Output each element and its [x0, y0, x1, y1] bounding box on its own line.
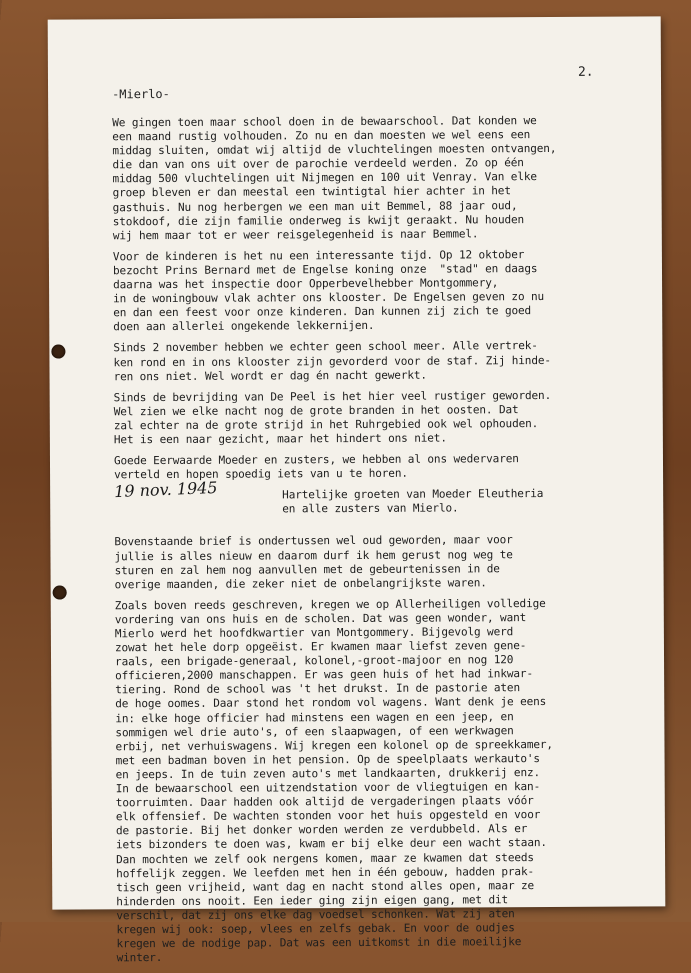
text-line: Wel zien we elke nacht nog de grote branden in het oosten. Dat: [113, 402, 519, 419]
text-line: die dan van ons uit over de parochie verdeeld werden. Zo op één: [112, 156, 524, 172]
text-line: gasthuis. Nu nog herbergen we een man uit Bemmel, 88 jaar oud,: [112, 198, 518, 214]
text-line: toorruimten. Daar hadden ook altijd de vergaderingen plaats vóór: [115, 794, 534, 810]
text-line: middag 500 vluchtelingen uit Nijmegen en 100 uit Venray. Van elke: [112, 170, 537, 186]
letter-body: [112, 113, 656, 972]
text-line: raals, een brigade-generaal, kolonel,-groot-majoor en nog 120: [115, 653, 514, 669]
text-line: Sinds 2 november hebben we echter geen school meer. Alle vertrek-: [113, 339, 538, 355]
text-line: sommigen wel drie auto's, of een slaapwagen, of een werkwagen: [115, 723, 514, 739]
text-line: en jeeps. In de tuin zeven auto's met landkaarten, drukkerij enz.: [115, 765, 541, 782]
text-line: Mierlo werd het hoofdkwartier van Montgommery. Bijgevolg werd: [114, 625, 514, 641]
text-line: de hoge oomes. Daar stond het rondom vol wagens. Want denk je eens: [115, 695, 547, 711]
text-line: bezocht Prins Bernard met de Engelse koning onze "stad" en daags: [112, 261, 538, 278]
text-line: een maand rustig volhouden. Zo nu en dan moesten we wel eens een: [112, 128, 531, 144]
text-line: winter.: [116, 951, 163, 965]
letter-page: [48, 16, 666, 965]
text-line: officieren,2000 manschappen. Er was geen huis of het had inkwar-: [115, 667, 533, 683]
text-line: verschil, dat zij ons elke dag voedsel schonken. Wat zij aten: [116, 907, 515, 923]
text-line: Sinds de bevrijding van De Peel is het hier veel rustiger geworden.: [113, 388, 552, 404]
signature-line: en alle zusters van Mierlo.: [282, 501, 459, 516]
text-line: ken rond en in ons klooster zijn gevorderd voor de staf. Zij hinde-: [113, 353, 551, 369]
text-line: Bovenstaande brief is ondertussen wel oud geworden, maar voor: [114, 533, 513, 549]
text-line: verteld en hopen spoedig iets van u te horen.: [114, 466, 408, 482]
text-line: Het is een naar gezicht, maar het hindert ons niet.: [113, 431, 447, 447]
text-line: elk offensief. De wachten stonden voor het huis opgesteld en voor: [115, 808, 541, 824]
text-line: iets bizonders te doen was, kwam er bij elke deur een wacht staan.: [115, 836, 547, 852]
letter-part-2: [114, 533, 656, 966]
text-line: kregen we de nodige pap. Dat was een uitkomst in die moeilijke: [116, 935, 522, 951]
text-line: zal echter na de grote strijd in het Ruhrgebied ook wel ophouden.: [113, 416, 539, 433]
text-line: In de bewaarschool een uitzendstation voor de vliegtuigen en kan-: [115, 780, 541, 796]
text-line: sturen en zal hem nog aanvullen met de gebeurtenissen in de: [114, 561, 500, 577]
text-line: wij hem maar tot er weer reisgelegenheid is naar Bemmel.: [112, 227, 479, 243]
signature-line: Hartelijke groeten van Moeder Eleutheria: [282, 487, 544, 502]
punch-hole: [51, 345, 65, 359]
text-line: overige maanden, die zeker niet de onbelangrijkste waren.: [114, 576, 487, 591]
text-line: tisch geen vrijheid, want dag en nacht stond alles open, maar ze: [116, 878, 535, 894]
text-line: stokdoof, die zijn familie onderweg is kwijt geraakt. Nu houden: [112, 212, 525, 228]
text-line: en dan een feest voor onze kinderen. Dan kunnen zij zich te goed: [113, 304, 532, 320]
paragraph: [112, 113, 653, 243]
text-line: Voor de kinderen is het nu een interessante tijd. Op 12 oktober: [112, 247, 525, 264]
text-line: hoffelijk zeggen. We leefden met hen in één gebouw, hadden prak-: [116, 864, 535, 880]
text-line: in de woningbouw vlak achter ons klooster. De Engelsen geven zo nu: [113, 290, 545, 306]
text-line: tiering. Rond de school was 't het drukst. In de pastorie aten: [115, 681, 521, 697]
text-line: We gingen toen maar school doen in de bewaarschool. Dat konden we: [112, 114, 537, 130]
letter-part-1: [112, 113, 654, 482]
text-line: vordering van ons huis en de scholen. Dat was geen wonder, want: [114, 611, 527, 627]
text-line: groep bleven er dan meestal een twintigtal hier achter in het: [112, 184, 511, 200]
text-line: jullie is alles nieuw en daarom durf ik hem gerust nog weg te: [114, 547, 513, 563]
text-line: Zoals boven reeds geschreven, kregen we op Allerheiligen volledige: [114, 596, 546, 613]
text-line: zowat het hele dorp opgeëist. Er kwamen maar liefst zeven gene-: [114, 639, 527, 655]
text-line: ren ons niet. Wel wordt er dag én nacht gewerkt.: [113, 368, 427, 383]
text-line: middag sluiten, omdat wij altijd de vluchtelingen moesten ontvangen,: [112, 142, 557, 158]
text-line: daarna was het inspectie door Opperbevelhebber Montgommery,: [113, 276, 499, 292]
text-line: kregen wij ook: soep, vlees en zelfs gebak. En voor de oudjes: [116, 921, 515, 937]
handwritten-date: 19 nov. 1945: [113, 477, 218, 502]
paragraph: [114, 388, 654, 447]
text-line: in: elke hoge officier had minstens een wagen en een jeep, en: [115, 709, 514, 725]
text-line: Goede Eerwaarde Moeder en zusters, we hebben al ons wedervaren: [113, 452, 519, 468]
letter-header: -Mierlo-: [112, 86, 170, 102]
punch-hole: [53, 586, 67, 600]
page-number: 2.: [577, 64, 594, 80]
paragraph: [114, 533, 654, 592]
text-line: hinderden ons nooit. Een ieder ging zijn eigen gang, met dit: [116, 892, 509, 909]
paragraph: [113, 247, 653, 334]
text-line: met een badman boven in het pension. Op de speelplaats werkauto's: [115, 751, 540, 768]
text-line: erbij, net verhuiswagens. Wij kregen een kolonel op de spreekkamer,: [115, 737, 553, 754]
text-line: de pastorie. Bij het donker worden werden ze verdubbeld. Als er: [115, 822, 528, 838]
paragraph: [115, 596, 657, 965]
paragraph: [113, 339, 653, 384]
text-line: doen aan allerlei ongekende lekkernijen.: [113, 319, 375, 334]
text-line: Dan mochten we zelf ook nergens komen, maar ze kwamen dat steeds: [116, 850, 534, 866]
